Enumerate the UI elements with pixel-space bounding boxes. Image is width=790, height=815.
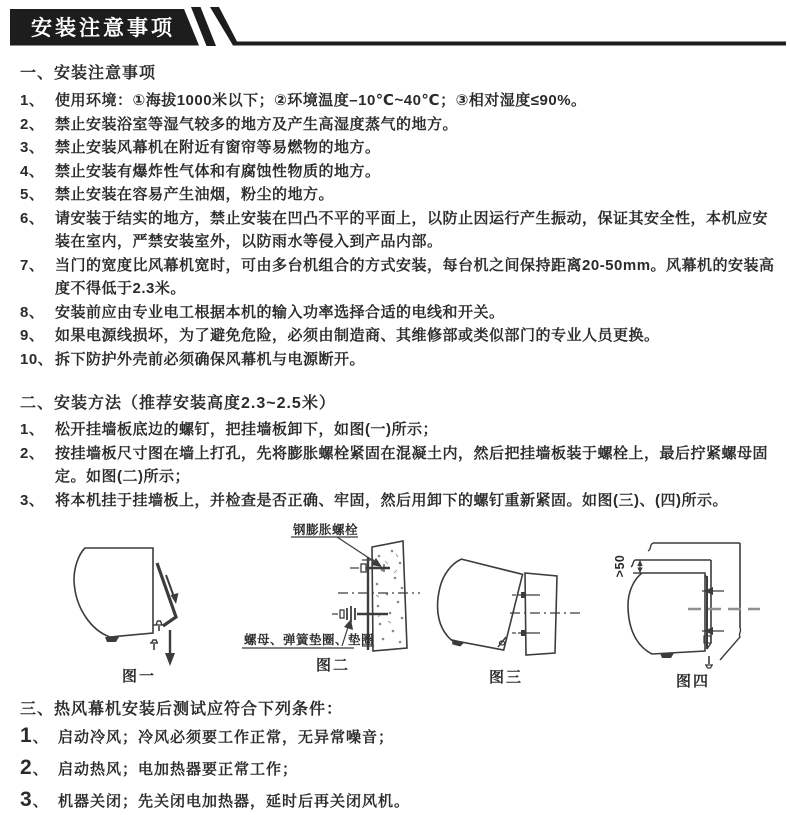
wall-and-ceiling — [631, 543, 741, 660]
label-bottom-callout — [242, 619, 374, 648]
list-item — [20, 722, 776, 754]
item-number: 1、 — [20, 92, 45, 109]
screw-icon — [705, 656, 713, 668]
item-text: 如果电源线损坏，为了避免危险，必须由制造商、其维修部或类似部门的专业人员更换。 — [55, 327, 660, 344]
list-item — [20, 301, 776, 325]
list-item — [20, 786, 776, 815]
figures-row — [20, 518, 776, 698]
figure-1-diagram — [55, 518, 215, 698]
air-curtain-unit — [74, 548, 153, 642]
item-number: 2、 — [20, 115, 45, 133]
unit-foot — [660, 653, 674, 658]
list-item — [20, 254, 776, 301]
item-number: 3、 — [20, 788, 49, 811]
section-heading-precautions: 一、安装注意事项 — [20, 65, 157, 82]
item-text: 当门的宽度比风幕机宽时，可由多台机组合的方式安装，每台机之间保持距离20-50mm。风幕机的安装高度不得低于2.3米。 — [55, 256, 775, 297]
item-text: 禁止安装浴室等湿气较多的地方及产生高湿度蒸气的地方。 — [55, 115, 459, 133]
item-number: 1、 — [20, 724, 49, 747]
list-item — [20, 442, 776, 489]
dimension-callout — [613, 555, 643, 578]
air-curtain-unit-tilted — [427, 556, 522, 657]
list-item — [20, 183, 776, 207]
figure-caption: 图三 — [488, 669, 524, 686]
item-number: 6、 — [20, 209, 45, 227]
figure-caption: 图二 — [315, 657, 351, 674]
content — [0, 64, 790, 815]
item-text: 将本机挂于挂墙板上，并检查是否正确、牢固，然后用卸下的螺钉重新紧固。如图(三)、(四)所示。 — [55, 491, 728, 509]
unit-foot — [105, 637, 119, 642]
list-item — [20, 160, 776, 184]
list-item — [20, 89, 776, 113]
list-item — [20, 136, 776, 160]
figure-caption: 图一 — [121, 668, 157, 685]
item-number: 2、 — [20, 756, 49, 779]
unit-foot — [451, 639, 465, 647]
figure-1 — [55, 518, 215, 698]
section-banner — [0, 0, 790, 52]
label-nut-washers: 螺母、弹簧垫圈、垫圈 — [244, 633, 375, 647]
item-text: 安装前应由专业电工根据本机的输入功率选择合适的电线和开关。 — [55, 303, 505, 321]
list-item — [20, 348, 776, 372]
banner-title: 安装注意事项 — [31, 17, 175, 40]
item-text: 禁止安装风幕机在附近有窗帘等易燃物的地方。 — [55, 139, 381, 156]
expansion-bolt-top — [350, 564, 390, 572]
item-number: 4、 — [20, 162, 45, 180]
item-text: 请安装于结实的地方，禁止安装在凹凸不平的平面上，以防止因运行产生振动，保证其安全性，本机应安装在室内，严禁安装室外，以防雨水等侵入到产品内部。 — [55, 209, 769, 250]
list-item — [20, 113, 776, 137]
item-number: 10、 — [20, 350, 54, 368]
item-number: 3、 — [20, 139, 45, 156]
item-number: 7、 — [20, 256, 45, 274]
figure-4 — [608, 518, 790, 698]
concrete-wall-section — [372, 541, 407, 651]
air-curtain-unit-mounted — [628, 573, 705, 658]
list-item — [20, 754, 776, 786]
nut-and-washers — [332, 606, 388, 622]
figure-2 — [232, 518, 428, 698]
banner-rule — [210, 7, 786, 46]
item-text: 禁止安装在容易产生油烟，粉尘的地方。 — [55, 186, 335, 203]
item-number: 8、 — [20, 303, 45, 321]
item-text: 机器关闭；先关闭电加热器，延时后再关闭风机。 — [58, 793, 411, 810]
item-text: 禁止安装有爆炸性气体和有腐蚀性物质的地方。 — [55, 162, 381, 180]
item-text: 拆下防护外壳前必须确保风幕机与电源断开。 — [55, 350, 366, 368]
list-item — [20, 418, 776, 442]
concrete-speckles — [376, 550, 403, 643]
item-text: 按挂墙板尺寸图在墙上打孔，先将膨胀螺栓紧固在混凝土内，然后把挂墙板装于螺栓上，最后拧紧螺母固定。如图(二)所示； — [55, 444, 769, 485]
list-item — [20, 324, 776, 348]
list-item — [20, 489, 776, 513]
item-number: 2、 — [20, 444, 45, 462]
item-text: 启动热风；电加热器要正常工作； — [58, 761, 299, 778]
list-item — [20, 207, 776, 254]
plate-bolt — [512, 630, 540, 636]
section-heading-method: 二、安装方法（推荐安装高度2.3~2.5米） — [20, 395, 336, 412]
dimension-label: >50 — [613, 554, 627, 578]
item-number: 5、 — [20, 186, 45, 203]
figure-2-diagram — [232, 518, 428, 698]
figure-4-diagram — [608, 518, 790, 698]
figure-3-diagram — [432, 518, 590, 698]
screw-icon — [150, 640, 158, 650]
item-text: 启动冷风；冷风必须要工作正常，无异常噪音； — [58, 729, 395, 746]
section-heading-testing: 三、热风幕机安装后测试应符合下列条件： — [20, 701, 344, 718]
item-text: 使用环境：①海拔1000米以下；②环境温度–10℃~40℃；③相对湿度≤90%。 — [55, 92, 587, 109]
wall-plate — [512, 573, 557, 655]
figure-3 — [432, 518, 590, 698]
figure-caption: 图四 — [675, 673, 711, 690]
arrow-down-icon — [165, 630, 175, 666]
label-steel-expansion-bolt: 钢膨胀螺栓 — [293, 523, 359, 537]
item-number: 9、 — [20, 327, 45, 344]
item-number: 3、 — [20, 491, 45, 509]
item-text: 松开挂墙板底边的螺钉，把挂墙板卸下，如图(一)所示； — [55, 421, 438, 438]
item-number: 1、 — [20, 421, 45, 438]
